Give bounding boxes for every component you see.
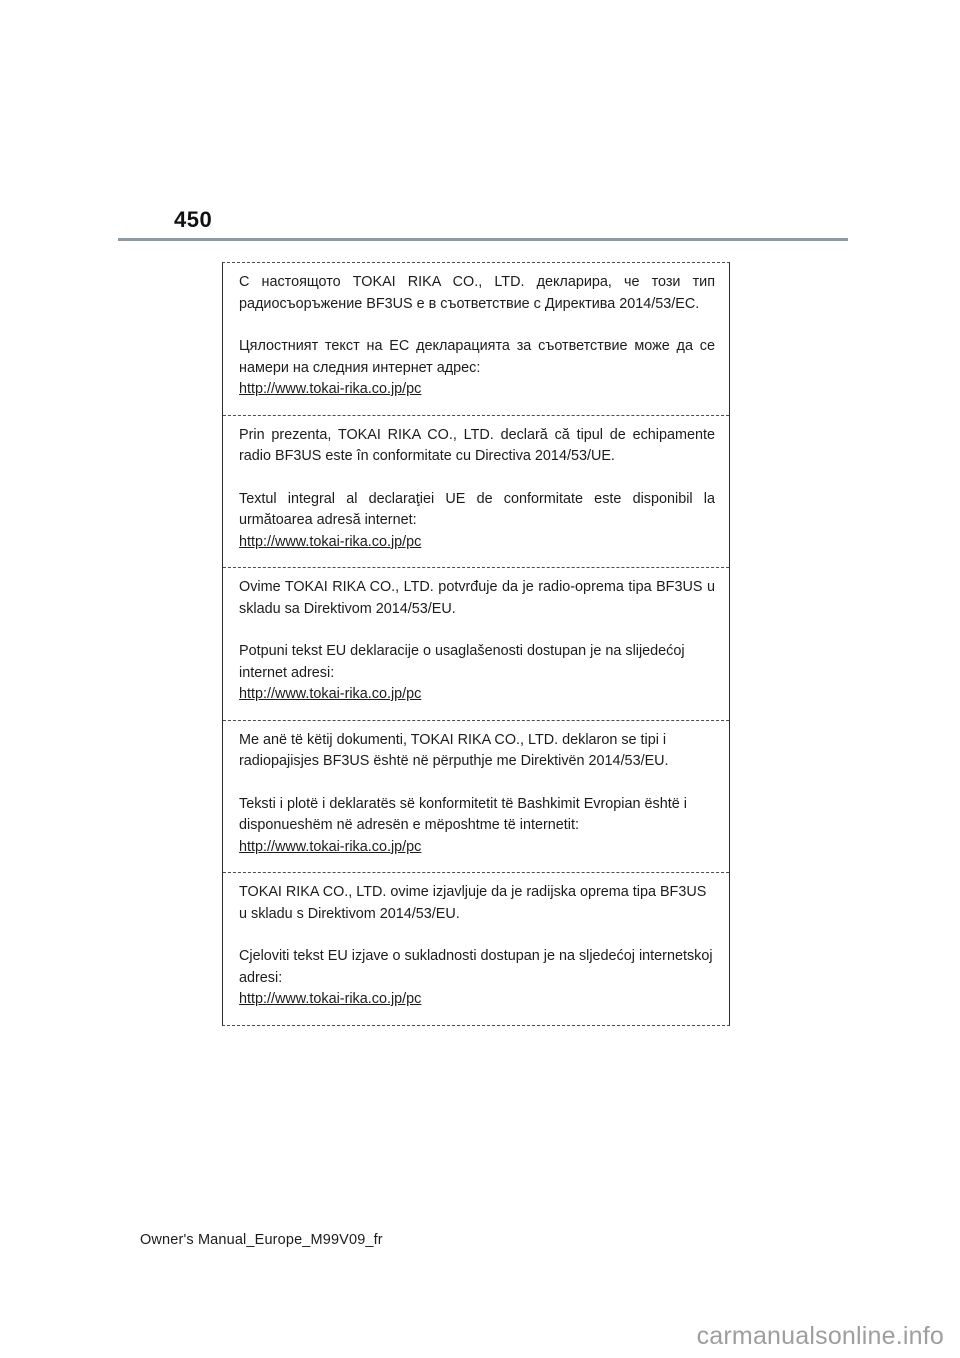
paragraph-spacer xyxy=(239,468,715,489)
page-header xyxy=(118,208,848,241)
declaration-statement: С настоящото TOKAI RIKA CO., LTD. декларира, че този тип радиосъоръжение BF3US е в съответствие с Директива 2014/53/ЕC. xyxy=(239,274,715,312)
declaration-url-link[interactable]: http://www.tokai-rika.co.jp/pc xyxy=(239,686,422,702)
declaration-url-link[interactable]: http://www.tokai-rika.co.jp/pc xyxy=(239,533,422,550)
declaration-url-link[interactable]: http://www.tokai-rika.co.jp/pc xyxy=(239,991,422,1007)
declaration-row-croatian xyxy=(223,873,729,1025)
declaration-availability: Potpuni tekst EU deklaracije o usaglašenosti dostupan je na slijedećoj internet adresi: xyxy=(239,643,685,681)
declaration-availability: Teksti i plotë i deklaratës së konformitetit të Bashkimit Evropian është i disponueshëm në adresën e mëposhtme të internetit: xyxy=(239,795,687,833)
paragraph-spacer xyxy=(239,773,715,794)
declaration-statement: Prin prezenta, TOKAI RIKA CO., LTD. declară că tipul de echipamente radio BF3US este în conformitate cu Directiva 2014/53/UE. xyxy=(239,426,715,464)
header-divider-rule xyxy=(118,238,848,241)
site-watermark: carmanualsonline.info xyxy=(696,1322,944,1350)
declaration-statement: TOKAI RIKA CO., LTD. ovime izjavljuje da je radijska oprema tipa BF3US u skladu s Direktivom 2014/53/EU. xyxy=(239,884,707,922)
declaration-row-bulgarian xyxy=(223,263,729,416)
paragraph-spacer xyxy=(239,925,715,946)
declaration-availability: Цялостният текст на ЕС декларацията за съответствие може да се намери на следния интернет адрес: xyxy=(239,338,715,376)
declaration-row-albanian xyxy=(223,721,729,874)
declaration-statement: Me anë të këtij dokumenti, TOKAI RIKA CO., LTD. deklaron se tipi i radiopajisjes BF3US është në përputhje me Direktivën 2014/53/EU. xyxy=(239,731,669,769)
paragraph-spacer xyxy=(239,620,715,641)
declaration-of-conformity-table xyxy=(222,262,730,1026)
declaration-url-link[interactable]: http://www.tokai-rika.co.jp/pc xyxy=(239,381,422,397)
paragraph-spacer xyxy=(239,315,715,336)
document-footer: Owner's Manual_Europe_M99V09_fr xyxy=(140,1232,383,1248)
declaration-row-romanian xyxy=(223,416,729,569)
declaration-row-bosnian xyxy=(223,568,729,721)
declaration-availability: Textul integral al declaraţiei UE de conformitate este disponibil la următoarea adresă internet: xyxy=(239,490,715,528)
declaration-statement: Ovime TOKAI RIKA CO., LTD. potvrđuje da je radio-oprema tipa BF3US u skladu sa Direktivom 2014/53/EU. xyxy=(239,579,715,617)
declaration-availability: Cjeloviti tekst EU izjave o sukladnosti dostupan je na sljedećoj internetskoj adresi: xyxy=(239,948,713,986)
declaration-url-link[interactable]: http://www.tokai-rika.co.jp/pc xyxy=(239,838,422,855)
page-number: 450 xyxy=(174,207,213,232)
